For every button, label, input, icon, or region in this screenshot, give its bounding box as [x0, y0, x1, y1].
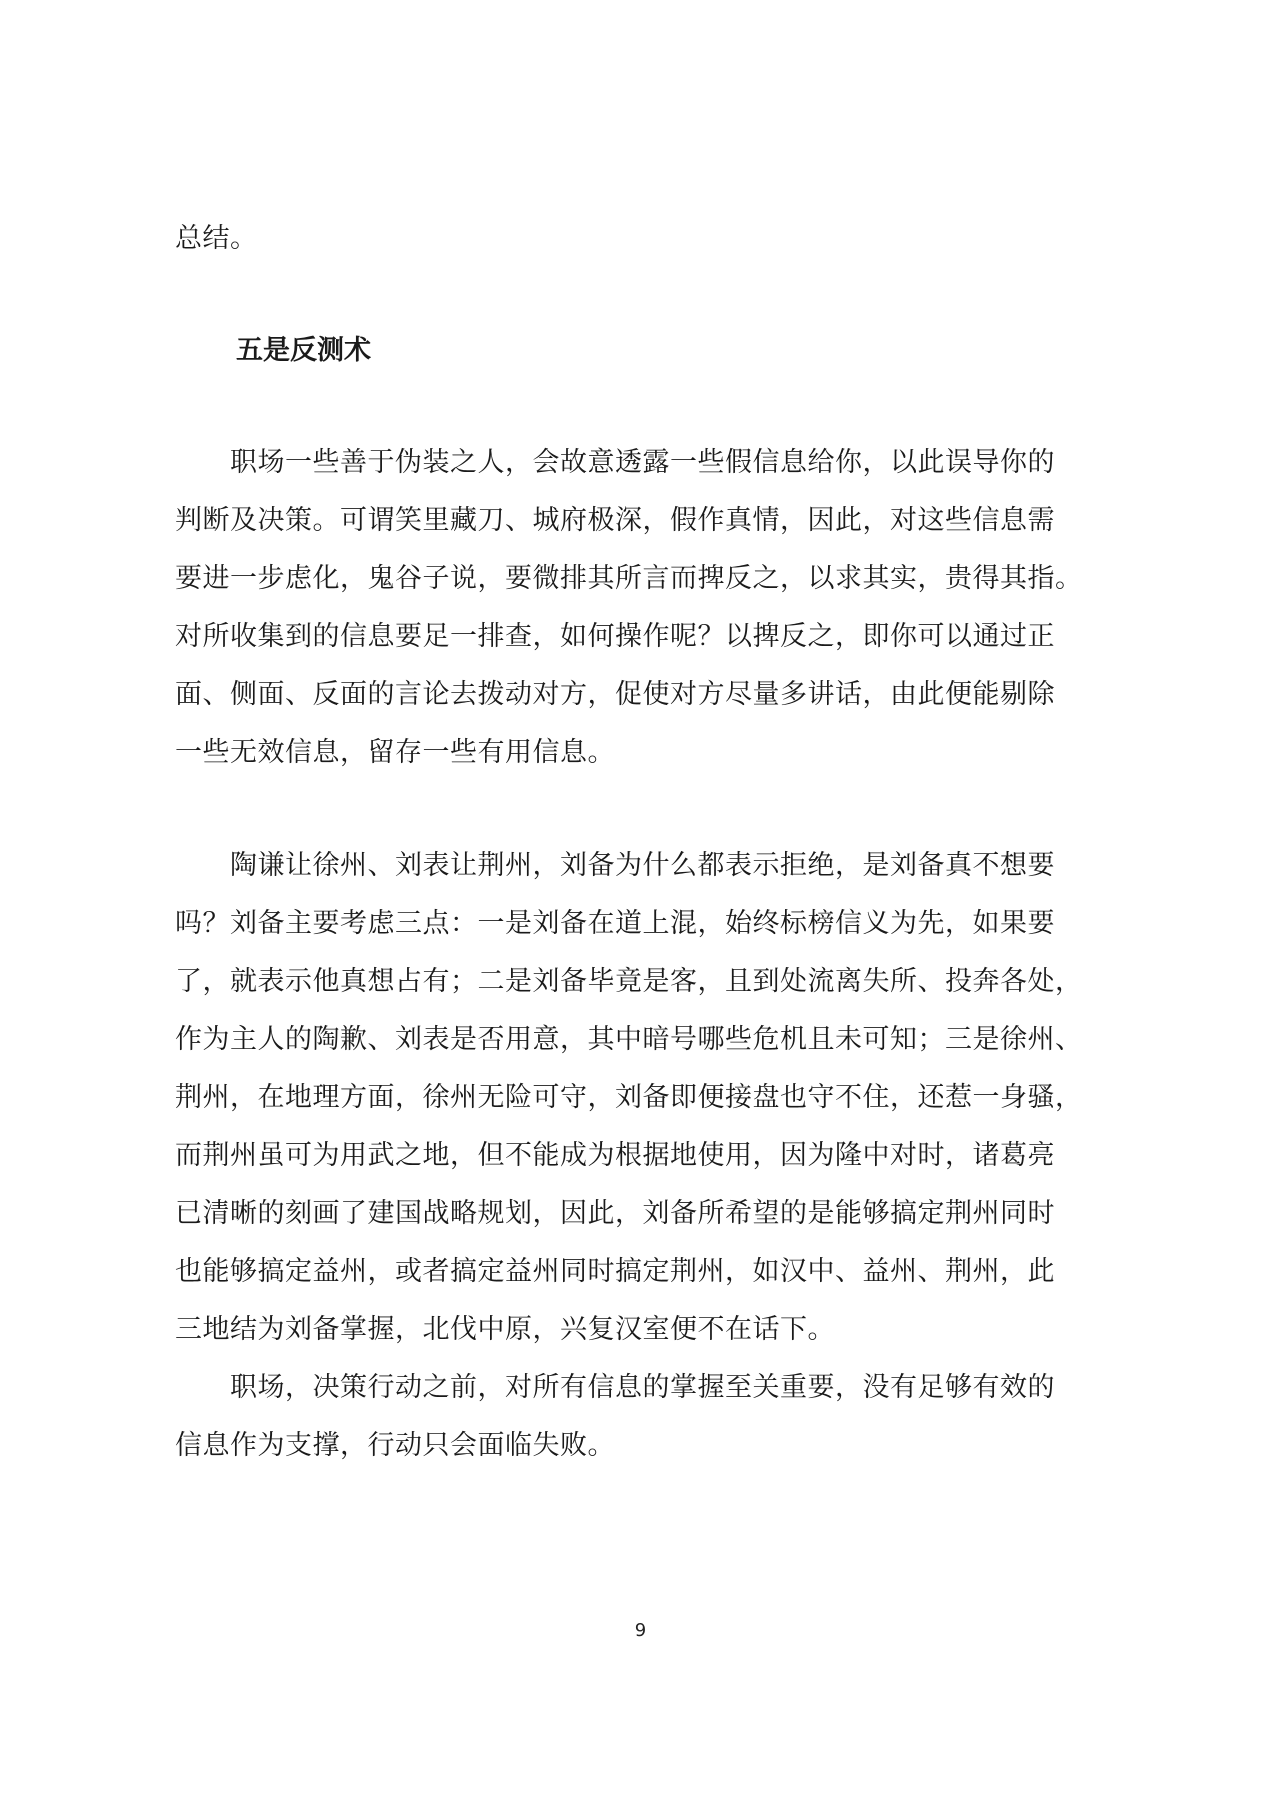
paragraph-2-line-6: 而荆州虽可为用武之地，但不能成为根据地使用，因为隆中对时，诸葛亮 — [175, 1140, 1055, 1171]
paragraph-1-line-3: 要进一步虑化，鬼谷子说，要微排其所言而捭反之，以求其实，贵得其指。 — [175, 563, 1083, 594]
section-heading: 五是反测术 — [236, 335, 371, 366]
paragraph-1-line-6: 一些无效信息，留存一些有用信息。 — [175, 737, 615, 768]
paragraph-1-line-1: 职场一些善于伪装之人，会故意透露一些假信息给你，以此误导你的 — [175, 447, 1055, 478]
paragraph-2-line-8: 也能够搞定益州，或者搞定益州同时搞定荆州，如汉中、益州、荆州，此 — [175, 1256, 1055, 1287]
paragraph-2-line-2: 吗？刘备主要考虑三点：一是刘备在道上混，始终标榜信义为先，如果要 — [175, 908, 1055, 939]
paragraph-1-line-5: 面、侧面、反面的言论去拨动对方，促使对方尽量多讲话，由此便能剔除 — [175, 679, 1055, 710]
paragraph-2-line-3: 了，就表示他真想占有；二是刘备毕竟是客，且到处流离失所、投奔各处， — [175, 966, 1083, 997]
paragraph-2-line-7: 已清晰的刻画了建国战略规划，因此，刘备所希望的是能够搞定荆州同时 — [175, 1198, 1055, 1229]
paragraph-2-line-9: 三地结为刘备掌握，北伐中原，兴复汉室便不在话下。 — [175, 1314, 835, 1345]
page-number: 9 — [634, 1620, 647, 1641]
paragraph-3-line-2: 信息作为支撑，行动只会面临失败。 — [175, 1430, 615, 1461]
paragraph-3-line-1: 职场，决策行动之前，对所有信息的掌握至关重要，没有足够有效的 — [175, 1372, 1055, 1403]
paragraph-2-line-4: 作为主人的陶歉、刘表是否用意，其中暗号哪些危机且未可知；三是徐州、 — [175, 1024, 1083, 1055]
paragraph-1-line-4: 对所收集到的信息要足一排查，如何操作呢？以捭反之，即你可以通过正 — [175, 621, 1055, 652]
paragraph-2-line-1: 陶谦让徐州、刘表让荆州，刘备为什么都表示拒绝，是刘备真不想要 — [175, 850, 1055, 881]
paragraph-1-line-2: 判断及决策。可谓笑里藏刀、城府极深，假作真情，因此，对这些信息需 — [175, 505, 1055, 536]
paragraph-2-line-5: 荆州，在地理方面，徐州无险可守，刘备即便接盘也守不住，还惹一身骚， — [175, 1082, 1083, 1113]
intro-tail-line: 总结。 — [175, 223, 258, 254]
